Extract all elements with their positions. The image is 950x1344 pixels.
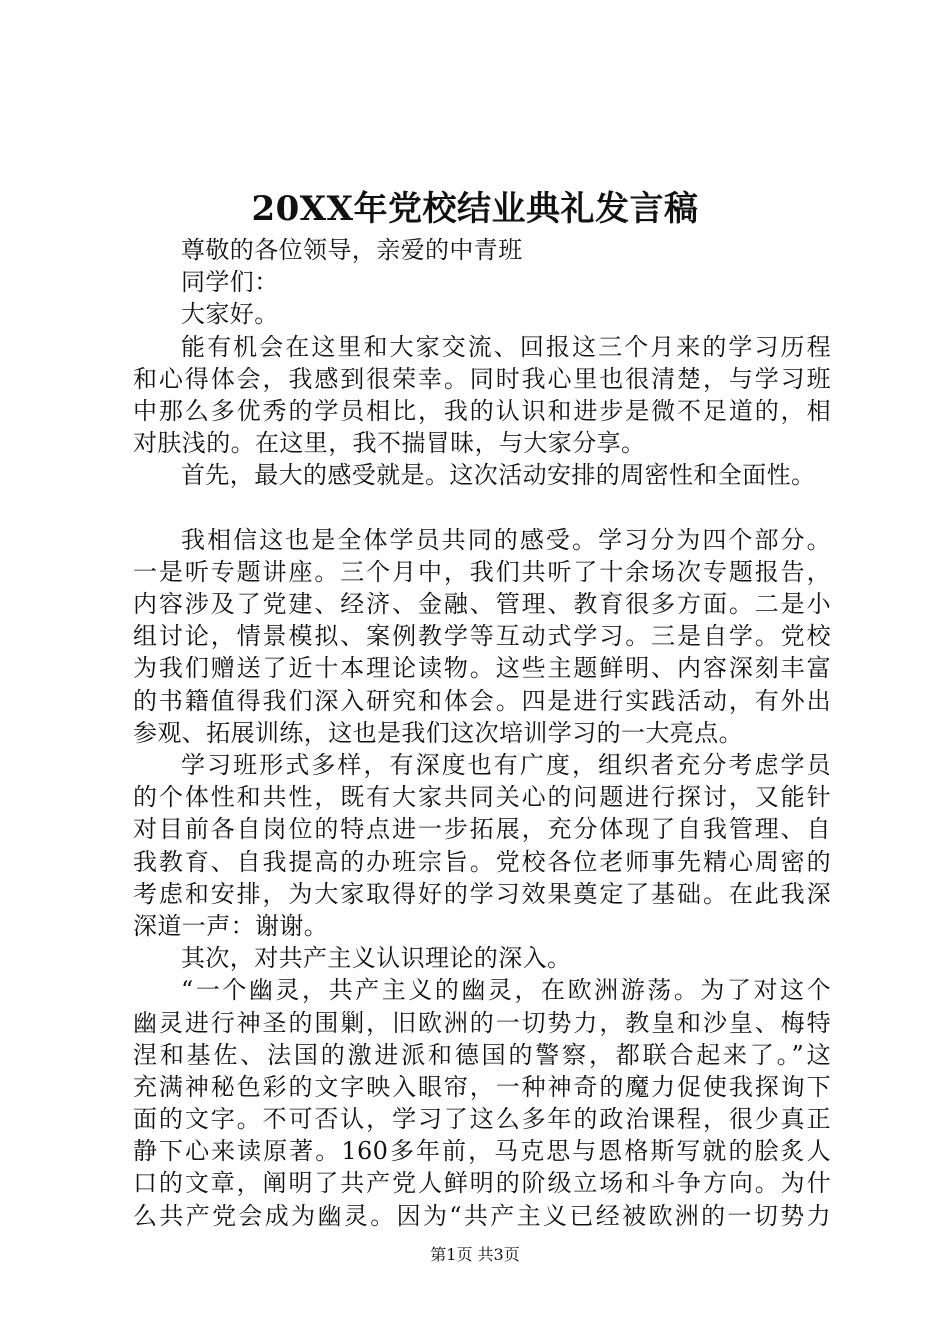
text-line: 一是听专题讲座。三个月中，我们共听了十余场次专题报告， [133, 557, 831, 586]
text-line: 大家好。 [181, 300, 279, 329]
text-line: 的书籍值得我们深入研究和体会。四是进行实践活动，有外出 [133, 686, 831, 715]
text-line: 口的文章，阐明了共产党人鲜明的阶级立场和斗争方向。为什 [133, 1169, 831, 1198]
text-line: 我相信这也是全体学员共同的感受。学习分为四个部分。 [181, 525, 831, 554]
text-line: 么共产党会成为幽灵。因为“共产主义已经被欧洲的一切势力 [133, 1201, 831, 1230]
text-line: “一个幽灵，共产主义的幽灵，在欧洲游荡。为了对这个 [181, 976, 831, 1005]
page-footer: 第1页 共3页 [430, 1245, 520, 1264]
text-line: 尊敬的各位领导，亲爱的中青班 [181, 236, 523, 264]
text-line: 的个体性和共性，既有大家共同关心的问题进行探讨，又能针 [133, 783, 831, 812]
text-line: 幽灵进行神圣的围剿，旧欧洲的一切势力，教皇和沙皇、梅特 [133, 1008, 831, 1037]
text-line: 参观、拓展训练，这也是我们这次培训学习的一大亮点。 [133, 718, 743, 747]
page-title: 20XX年党校结业典礼发言稿 [251, 189, 699, 229]
text-line: 组讨论，情景模拟、案例教学等互动式学习。三是自学。党校 [133, 622, 831, 651]
text-line: 中那么多优秀的学员相比，我的认识和进步是微不足道的，相 [133, 396, 831, 425]
text-line: 能有机会在这里和大家交流、回报这三个月来的学习历程 [181, 332, 831, 361]
text-line: 我教育、自我提高的办班宗旨。党校各位老师事先精心周密的 [133, 847, 831, 876]
text-line: 考虑和安排，为大家取得好的学习效果奠定了基础。在此我深 [133, 879, 831, 908]
text-line: 内容涉及了党建、经济、金融、管理、教育很多方面。二是小 [133, 590, 831, 619]
text-line: 其次，对共产主义认识理论的深入。 [181, 944, 572, 973]
text-line: 和心得体会，我感到很荣幸。同时我心里也很清楚，与学习班 [133, 364, 831, 393]
text-line: 为我们赠送了近十本理论读物。这些主题鲜明、内容深刻丰富 [133, 654, 831, 683]
text-line: 首先，最大的感受就是。这次活动安排的周密性和全面性。 [181, 461, 816, 490]
text-line: 对目前各自岗位的特点进一步拓展，充分体现了自我管理、自 [133, 815, 831, 844]
text-line: 对肤浅的。在这里，我不揣冒昧，与大家分享。 [133, 429, 646, 458]
text-line: 同学们： [181, 268, 279, 297]
text-line: 深道一声：谢谢。 [133, 911, 329, 940]
blank-line [133, 492, 831, 524]
text-line: 面的文字。不可否认，学习了这么多年的政治课程，很少真正 [133, 1105, 831, 1134]
document-body [133, 234, 831, 1232]
text-line: 涅和基佐、法国的激进派和德国的警察，都联合起来了。”这 [133, 1040, 831, 1069]
text-line: 静下心来读原著。160多年前，马克思与恩格斯写就的脍炙人 [133, 1137, 831, 1166]
text-line: 学习班形式多样，有深度也有广度，组织者充分考虑学员 [181, 751, 831, 779]
text-line: 充满神秘色彩的文字映入眼帘，一种神奇的魔力促使我探询下 [133, 1072, 831, 1101]
